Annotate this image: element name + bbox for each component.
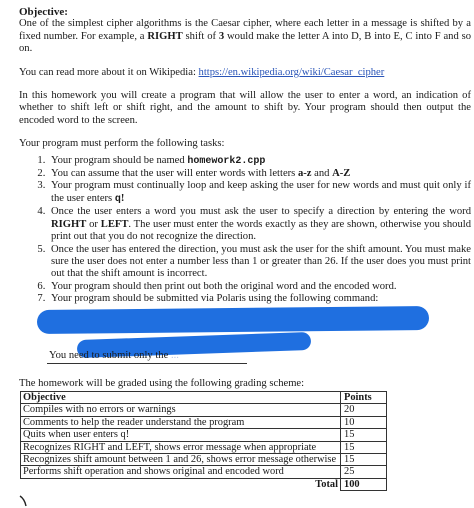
filename-code: homework2.cpp xyxy=(187,155,266,167)
tasks-intro: Your program must perform the following tasks: xyxy=(19,138,225,150)
table-row: Compiles with no errors or warnings 20 xyxy=(21,404,387,416)
task-item: 3. Your program must continually loop and keep asking the user for new words and must quit only if the user enters q! xyxy=(48,180,471,206)
task-item: 6. Your program should then print out both the original word and the encoded word. xyxy=(48,281,471,293)
task-item: 5. Once the user has entered the direction, you must ask the user for the shift amount. You must make sure the user does not enter a number less than 1 or greater than 26. If the user does you must print out that the shift amount is incorrect. xyxy=(48,244,471,281)
total-value: 100 xyxy=(341,478,387,490)
table-row: Performs shift operation and shows original and encoded word 25 xyxy=(21,466,387,478)
table-row: Recognizes RIGHT and LEFT, shows error message when appropriate 15 xyxy=(21,441,387,453)
objective-heading: Objective: xyxy=(19,6,68,18)
objective-paragraph: One of the simplest cipher algorithms is the Caesar cipher, where each letter in a message is shifted by a fixed number. For example, a RIGHT shift of 3 would make the letter A into D, B into E, C into F and so on. xyxy=(19,18,472,55)
task-item: 2. You can assume that the user will enter words with letters a-z and A-Z xyxy=(48,168,471,180)
homework-document xyxy=(19,6,471,491)
table-row: Recognizes shift amount between 1 and 26, shows error message otherwise 15 xyxy=(21,453,387,465)
table-row: Quits when user enters q! 15 xyxy=(21,429,387,441)
total-label: Total xyxy=(21,478,341,490)
wiki-paragraph: You can read more about it on Wikipedia: https://en.wikipedia.org/wiki/Caesar_cipher xyxy=(19,66,385,78)
grading-table xyxy=(20,391,387,491)
submit-note: You need to submit only the ... xyxy=(49,349,179,361)
task-item: 1. Your program should be named homework2.cpp xyxy=(48,155,471,168)
table-row: Comments to help the reader understand the program 10 xyxy=(21,416,387,428)
header-objective: Objective xyxy=(21,391,341,403)
total-row xyxy=(21,478,387,490)
wikipedia-link[interactable]: https://en.wikipedia.org/wiki/Caesar_cipher xyxy=(198,66,385,78)
table-header-row xyxy=(21,391,387,403)
task-list xyxy=(19,155,471,306)
task-item: 4. Once the user enters a word you must ask the user to specify a direction by entering the word RIGHT or LEFT. The user must enter the words exactly as they are shown, otherwise you should print out that you do not recognize the direction. xyxy=(48,206,471,243)
intro-paragraph: In this homework you will create a program that will allow the user to enter a word, an indication of whether to shift left or shift right, and the amount to shift by. Your program should then output the encoded word to the screen. xyxy=(19,90,471,126)
header-points: Points xyxy=(341,391,387,403)
pen-mark-icon xyxy=(19,493,31,507)
redaction-area xyxy=(19,306,471,364)
redaction-mark xyxy=(37,305,429,333)
grading-intro: The homework will be graded using the following grading scheme: xyxy=(19,377,305,389)
divider xyxy=(47,363,247,364)
task-item: 7. Your program should be submitted via Polaris using the following command: xyxy=(48,293,471,305)
